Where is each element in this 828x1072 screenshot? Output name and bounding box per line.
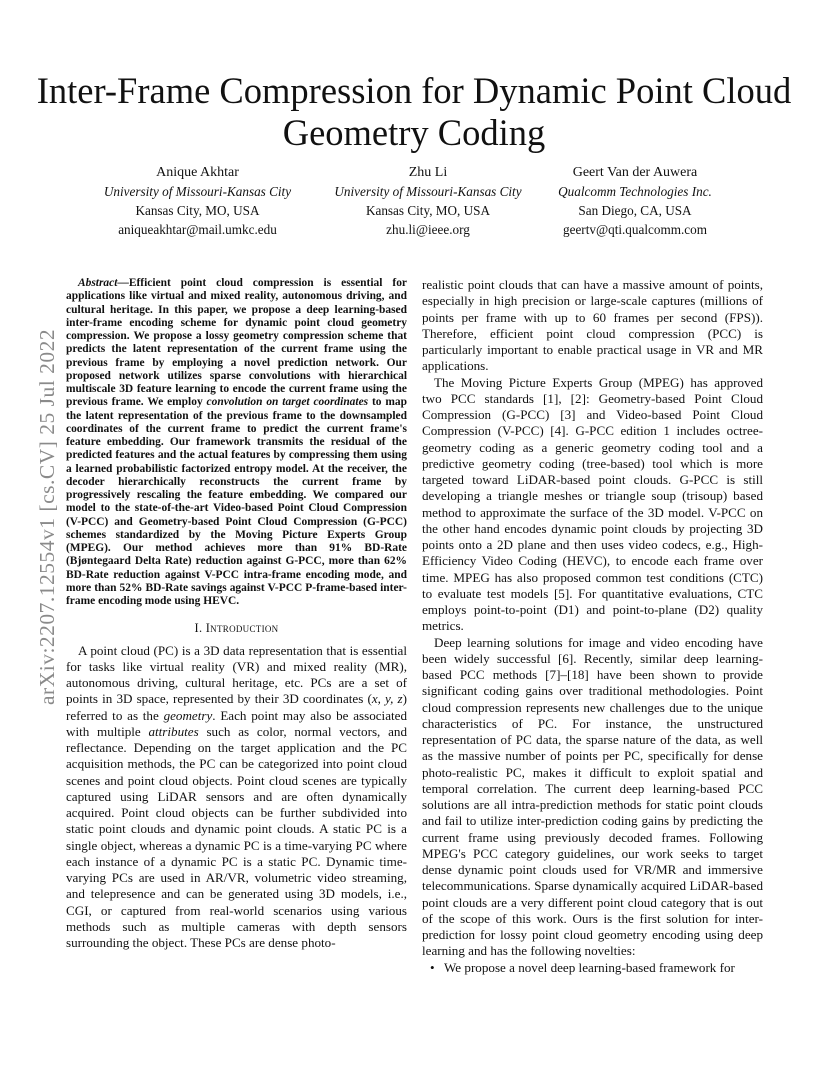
section-heading — [66, 620, 407, 636]
author-location: Kansas City, MO, USA — [135, 203, 260, 218]
author-email[interactable]: geertv@qti.qualcomm.com — [563, 222, 707, 237]
author-email[interactable]: aniqueakhtar@mail.umkc.edu — [118, 222, 277, 237]
section-number: I. — [194, 621, 206, 636]
author-affiliation: University of Missouri-Kansas City — [103, 184, 292, 199]
intro-paragraph-mpeg: The Moving Picture Experts Group (MPEG) has approved two PCC standards [1], [2]: Geometry-based Point Cloud Compression (G-PCC) [3] and Video-based Point Cloud Compression (V-PCC) [4]. G-PCC edition 1 includes octree-geometry coding as a generic geometry coding tool and a predictive geometry coding (tree-based) tool which is more targeted toward LiDAR-based point clouds. G-PCC is still developing a triangle meshes or triangle soup (trisoup) based method to approximate the surface of the 3D model. V-PCC on the other hand encodes dynamic point clouds by projecting 3D points onto a 2D plane and then uses video codecs, e.g., High-Efficiency Video Coding (HEVC), to encode each frame over time. MPEG has also proposed common test conditions (CTC) to evaluate test models [5]. For quantitative evaluations, CTC employs point-to-point (D1) and point-to-plane (D2) quality metrics. — [422, 374, 763, 634]
arxiv-stamp: arXiv:2207.12554v1 [cs.CV] 25 Jul 2022 — [35, 328, 59, 705]
text-span: A point cloud (PC) is a 3D data representation that is essential for tasks like virtual reality (VR) and mixed reality (MR), autonomous driving, cultural heritage, etc. PCs are a set of points in 3D space, represented by their 3D coordinates ( — [66, 642, 407, 707]
author-affiliation: University of Missouri-Kansas City — [334, 184, 522, 199]
abstract-text-2: to map the latent representation of the previous frame to the downsampled coordinates of the current frame to predict the current frame's feature embedding. Our framework transmits the residual of the predicted features and the actual features by compressing them using a learned probabilistic factorized entropy model. At the receiver, the decoder hierarchically reconstructs the current frame by progressively rescaling the feature embedding. We compared our model to the state-of-the-art Video-based Point Cloud Compression (V-PCC) and Geometry-based Point Cloud Compression (G-PCC) schemes standardized by the Moving Picture Experts Group (MPEG). Our method achieves more than 91% BD-Rate (Bjøntegaard Delta Rate) reduction against G-PCC, more than 62% BD-Rate reduction against V-PCC intra-frame encoding mode, and more than 52% BD-Rate savings against V-PCC P-frame-based inter-frame encoding mode using HEVC. — [66, 396, 407, 607]
author-block-1 — [90, 163, 305, 239]
abstract — [66, 277, 407, 608]
novelties-list — [422, 960, 763, 976]
abstract-keyword: convolution on target coordinates — [206, 396, 369, 409]
author-name: Geert Van der Auwera — [572, 165, 698, 180]
text-span: such as color, normal vectors, and reflectance. Depending on the target application and the PC acquisition methods, the PC can be categorized into point cloud scenes and point cloud objects. Point cloud scenes are typically captured using LiDAR sensors and are often dynamically acquired. Point cloud objects can be further subdivided into static point clouds and dynamic point clouds. A static PC is a single object, whereas a dynamic PC is a time-varying PC where each instance of a dynamic PC is a static PC. Dynamic time-varying PCs are used in AR/VR, volumetric video streaming, and telepresence and can be generated using 3D models, i.e., CGI, or captured from real-world scenarios using various methods such as multiple cameras with depth sensors surrounding the object. These PCs are dense photo- — [66, 723, 408, 950]
author-name: Zhu Li — [408, 165, 448, 180]
author-affiliation: Qualcomm Technologies Inc. — [558, 184, 712, 199]
author-location: San Diego, CA, USA — [578, 203, 692, 218]
intro-paragraph-continued: realistic point clouds that can have a massive amount of points, especially in high precision or large-scale captures (millions of points per frame with up to 60 frames per second (FPS)). Therefore, efficient point cloud compression (PCC) is particularly important to enable practical usage in VR and MR applications. — [422, 277, 763, 374]
attributes-term: attributes — [148, 723, 199, 739]
intro-paragraph-1 — [66, 643, 407, 952]
intro-paragraph-deep-learning: Deep learning solutions for image and video encoding have been widely successful [6]. Recently, similar deep learning-based PCC methods [7]–[18] have been shown to provide significant coding gains over traditional methodologies. Point cloud compression represents new challenges due to the unique characteristics of PC. For instance, the unstructured representation of PC data, the sparse nature of the data, as well as the massive number of points per PC, specifically for dense photo-realistic PC, makes it difficult to exploit spatial and temporal correlation. The current deep learning-based PCC solutions are all intra-prediction methods for static point clouds and fail to utilize inter-prediction coding gains by predicting the current frame using previously decoded frames. Following MPEG's PCC category guidelines, our work seeks to target dense dynamic point clouds used for VR/MR and immersive telecommunications. Sparse dynamically acquired LiDAR-based point clouds are a very different point cloud category that is out of the scope of this work. Ours is the first solution for inter-prediction for lossy point cloud geometry encoding using deep learning and has the following novelties: — [422, 634, 763, 959]
list-item: • We propose a novel deep learning-based framework for — [444, 960, 763, 976]
text-span: . Each point may also be associated with multiple — [66, 707, 407, 739]
coords-text: x, y, z — [371, 691, 403, 707]
author-block-2 — [322, 163, 534, 239]
author-name: Anique Akhtar — [156, 165, 239, 180]
author-block-3 — [555, 163, 715, 239]
abstract-text-1: —Efficient point cloud compression is essential for applications like virtual and mixed reality, autonomous driving, and cultural heritage. In this paper, we propose a deep learning-based inter-frame encoding scheme for dynamic point cloud geometry compression. We propose a lossy geometry compression scheme that predicts the latent representation of the current frame using the previous frame by employing a novel prediction network. Our proposed network utilizes sparse convolutions with hierarchical multiscale 3D feature learning to encode the current frame using the previous frame. We employ — [66, 277, 407, 409]
author-location: Kansas City, MO, USA — [365, 203, 491, 218]
abstract-label: Abstract — [78, 277, 118, 289]
right-column — [422, 277, 763, 976]
paper-title: Inter-Frame Compression for Dynamic Point Cloud Geometry Coding — [36, 70, 792, 153]
text-span: ) referred to as the — [66, 691, 407, 723]
left-column — [66, 277, 407, 951]
section-title: Introduction — [205, 621, 279, 636]
author-email[interactable]: zhu.li@ieee.org — [386, 222, 470, 237]
geometry-term: geometry — [163, 707, 213, 723]
